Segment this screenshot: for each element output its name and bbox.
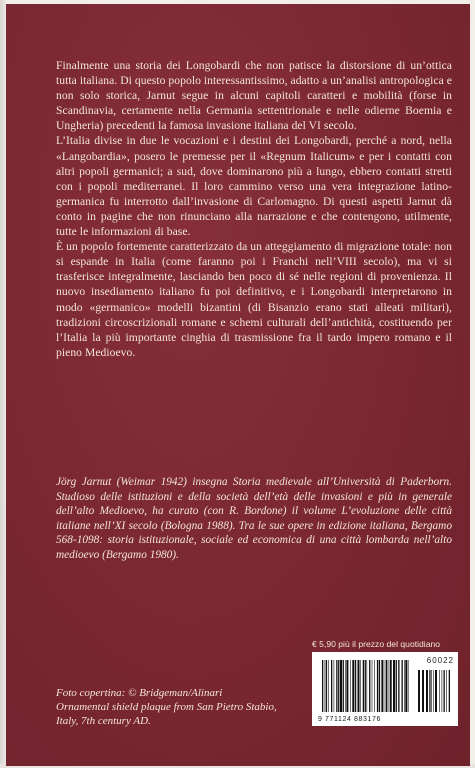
barcode-bar: [446, 670, 447, 712]
barcode-bar: [360, 660, 361, 712]
barcode-bar: [379, 660, 380, 712]
barcode-bar: [350, 660, 351, 712]
credit-line-1: Foto copertina: © Bridgeman/Alinari: [56, 687, 223, 699]
blurb-paragraph-3: È un popolo fortemente caratterizzato da un atteggiamento di migrazione totale: non si espande in Italia (come faranno poi i Franchi nell’VIII secolo), ma vi si trasferisce integralmente, lasciando ben poco di sé nelle regioni di provenienza. Il nuovo insediamento italiano fu poi definitivo, e i Longobardi interpretarono in modo «germanico» modelli bizantini (di Bisanzio erano stati alleati militari), tradizioni circoscrizionali romane e schemi culturali dell’antichità, costituendo per l’Italia la più importante cinghia di trasmissione fra il tardo impero romano e il pieno Medioevo.: [56, 240, 452, 359]
barcode-bar: [331, 660, 332, 712]
barcode-bar: [439, 670, 440, 712]
barcode-bar: [404, 660, 405, 712]
barcode-bar: [336, 660, 337, 712]
barcode-bar: [431, 670, 432, 712]
barcode-bar: [396, 660, 397, 712]
barcode-bar: [390, 660, 392, 712]
barcode-bar: [408, 660, 409, 712]
barcode-bar: [326, 660, 327, 712]
credit-line-2: Ornamental shield plaque from San Pietro Stabio,: [56, 701, 277, 714]
barcode-bar: [449, 670, 450, 712]
barcode-bar: [355, 660, 356, 712]
barcode-bar: [338, 660, 339, 712]
barcode-bar: [346, 660, 348, 712]
barcode-bar: [358, 660, 360, 712]
barcode-bar: [340, 660, 342, 712]
barcode-bar: [367, 660, 368, 712]
barcode-bar: [381, 660, 383, 712]
barcode-addon-number: 60022: [426, 656, 454, 665]
barcode-bar: [388, 660, 389, 712]
barcode-bars: [318, 658, 452, 714]
barcode-bar: [322, 660, 323, 712]
blurb-paragraph-1: Finalmente una storia dei Longobardi che non patisce la distorsione di un’ottica tutta italiana. Di questo popolo interessantissimo, adatto a un’analisi antropologica e non solo storica, Jarnut segue in alcuni capitoli caratteri e mobilità (forse in Scandinavia, certamente nella Germania settentrionale e nelle odierne Boemia e Ungheria) precedenti la famosa invasione italiana del VI secolo.: [56, 59, 452, 133]
barcode-bar: [429, 670, 430, 712]
barcode-bar: [372, 660, 373, 712]
price-label: € 5,90 più il prezzo del quotidiano: [312, 639, 441, 649]
barcode-bar: [435, 670, 437, 712]
barcode-bar: [422, 670, 424, 712]
credit-line-3: Italy, 7th century AD.: [56, 715, 151, 728]
barcode-bar: [444, 670, 445, 712]
blurb-text: [56, 58, 452, 360]
photo-credits: [56, 686, 306, 729]
barcode-bar: [377, 660, 378, 712]
barcode-bar: [345, 660, 346, 712]
barcode-bar: [343, 660, 344, 712]
barcode-bar: [402, 660, 403, 712]
barcode-bar: [325, 660, 326, 712]
barcode-bar: [328, 660, 329, 712]
barcode-bar: [386, 660, 387, 712]
blurb-paragraph-2: L’Italia divise in due le vocazioni e i destini dei Longobardi, perché a nord, nella «Langobardia», posero le premesse per il «Regnum Italicum» e per i contatti con altri popoli germanici; a sud, dove dominarono più a lungo, ebbero contatti stretti con i popoli mediterranei. Il loro cammino verso una vera integrazione latino-germanica fu interrotto dall’invasione di Carlomagno. Di questi aspetti Jarnut dà conto in pagine che non rinunciano alla narrazione e che contengono, utilmente, tutte le informazioni di base.: [56, 134, 452, 239]
barcode-bar: [365, 660, 366, 712]
barcode-bar: [385, 660, 386, 712]
barcode-bar: [369, 660, 370, 712]
barcode-bar: [426, 670, 428, 712]
barcode-bar: [442, 670, 443, 712]
barcode-bar: [418, 670, 420, 712]
barcode: [312, 652, 458, 726]
barcode-bar: [363, 660, 364, 712]
barcode-bar: [352, 660, 354, 712]
barcode-bar: [393, 660, 395, 712]
barcode-bar: [405, 660, 407, 712]
barcode-bar: [334, 660, 335, 712]
barcode-bar: [374, 660, 375, 712]
barcode-bar: [433, 670, 434, 712]
barcode-number: 9 771124 883176: [318, 716, 381, 723]
barcode-bar: [398, 660, 399, 712]
author-bio: Jörg Jarnut (Weimar 1942) insegna Storia medievale all’Università di Paderborn. Studioso delle istituzioni e della società dell’età delle invasioni e più in generale dell’alto Medioevo, ha curato (con R. Bordone) il volume L’evoluzione delle città italiane nell’XI secolo (Bologna 1988). Tra le sue opere in edizione italiana, Bergamo 568-1098: storia istituzionale, sociale ed economica di una città lombarda nell’alto medioevo (Bergamo 1980).: [56, 476, 452, 561]
